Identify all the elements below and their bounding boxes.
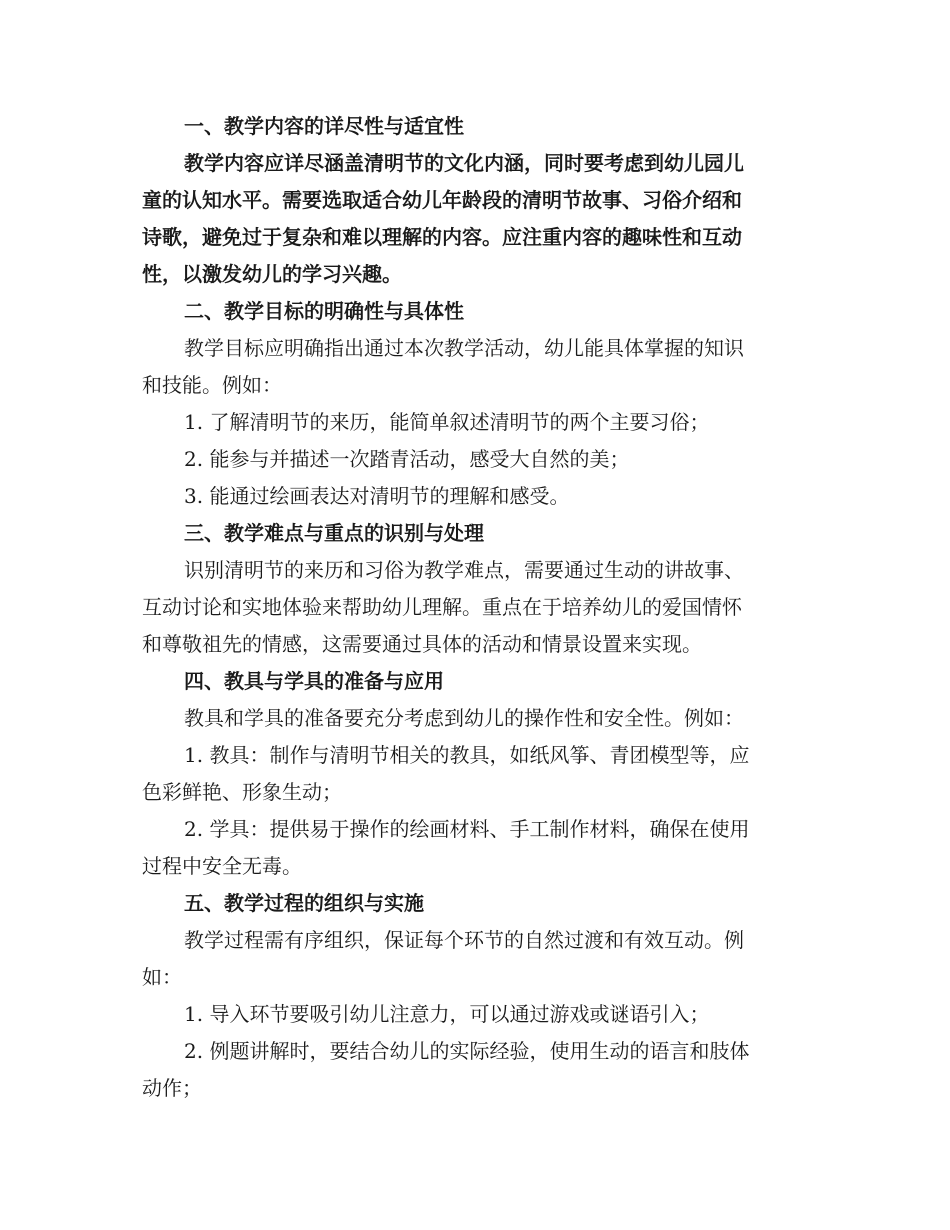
list-item: 1. 教具：制作与清明节相关的教具，如纸风筝、青团模型等，应 xyxy=(184,743,750,767)
section-heading: 二、教学目标的明确性与具体性 xyxy=(184,299,464,323)
document-page xyxy=(142,108,808,1107)
paragraph-line: 教学目标应明确指出通过本次教学活动，幼儿能具体掌握的知识 xyxy=(184,336,744,360)
list-item-continuation: 过程中安全无毒。 xyxy=(142,854,302,878)
section-heading: 五、教学过程的组织与实施 xyxy=(184,891,424,915)
list-item: 2. 能参与并描述一次踏青活动，感受大自然的美； xyxy=(184,447,630,471)
list-item-continuation: 色彩鲜艳、形象生动； xyxy=(142,780,342,804)
paragraph-line: 识别清明节的来历和习俗为教学难点，需要通过生动的讲故事、 xyxy=(184,558,744,582)
paragraph-line: 性，以激发幼儿的学习兴趣。 xyxy=(142,262,402,286)
list-item: 2. 例题讲解时，要结合幼儿的实际经验，使用生动的语言和肢体 xyxy=(184,1039,750,1063)
section-heading: 三、教学难点与重点的识别与处理 xyxy=(184,521,484,545)
section-heading: 四、教具与学具的准备与应用 xyxy=(184,669,444,693)
list-item-continuation: 动作； xyxy=(142,1076,202,1100)
paragraph-line: 互动讨论和实地体验来帮助幼儿理解。重点在于培养幼儿的爱国情怀 xyxy=(142,595,742,619)
list-item: 2. 学具：提供易于操作的绘画材料、手工制作材料，确保在使用 xyxy=(184,817,750,841)
paragraph-line: 如： xyxy=(142,965,182,989)
list-item: 1. 导入环节要吸引幼儿注意力，可以通过游戏或谜语引入； xyxy=(184,1002,710,1026)
paragraph-line: 教学内容应详尽涵盖清明节的文化内涵，同时要考虑到幼儿园儿 xyxy=(184,151,744,175)
section-heading: 一、教学内容的详尽性与适宜性 xyxy=(184,114,464,138)
paragraph-line: 童的认知水平。需要选取适合幼儿年龄段的清明节故事、习俗介绍和 xyxy=(142,188,742,212)
paragraph-line: 和尊敬祖先的情感，这需要通过具体的活动和情景设置来实现。 xyxy=(142,632,702,656)
list-item: 3. 能通过绘画表达对清明节的理解和感受。 xyxy=(184,484,570,508)
paragraph-line: 诗歌，避免过于复杂和难以理解的内容。应注重内容的趣味性和互动 xyxy=(142,225,742,249)
list-item: 1. 了解清明节的来历，能简单叙述清明节的两个主要习俗； xyxy=(184,410,710,434)
paragraph-line: 教具和学具的准备要充分考虑到幼儿的操作性和安全性。例如： xyxy=(184,706,744,730)
paragraph-line: 教学过程需有序组织，保证每个环节的自然过渡和有效互动。例 xyxy=(184,928,744,952)
paragraph-line: 和技能。例如： xyxy=(142,373,282,397)
